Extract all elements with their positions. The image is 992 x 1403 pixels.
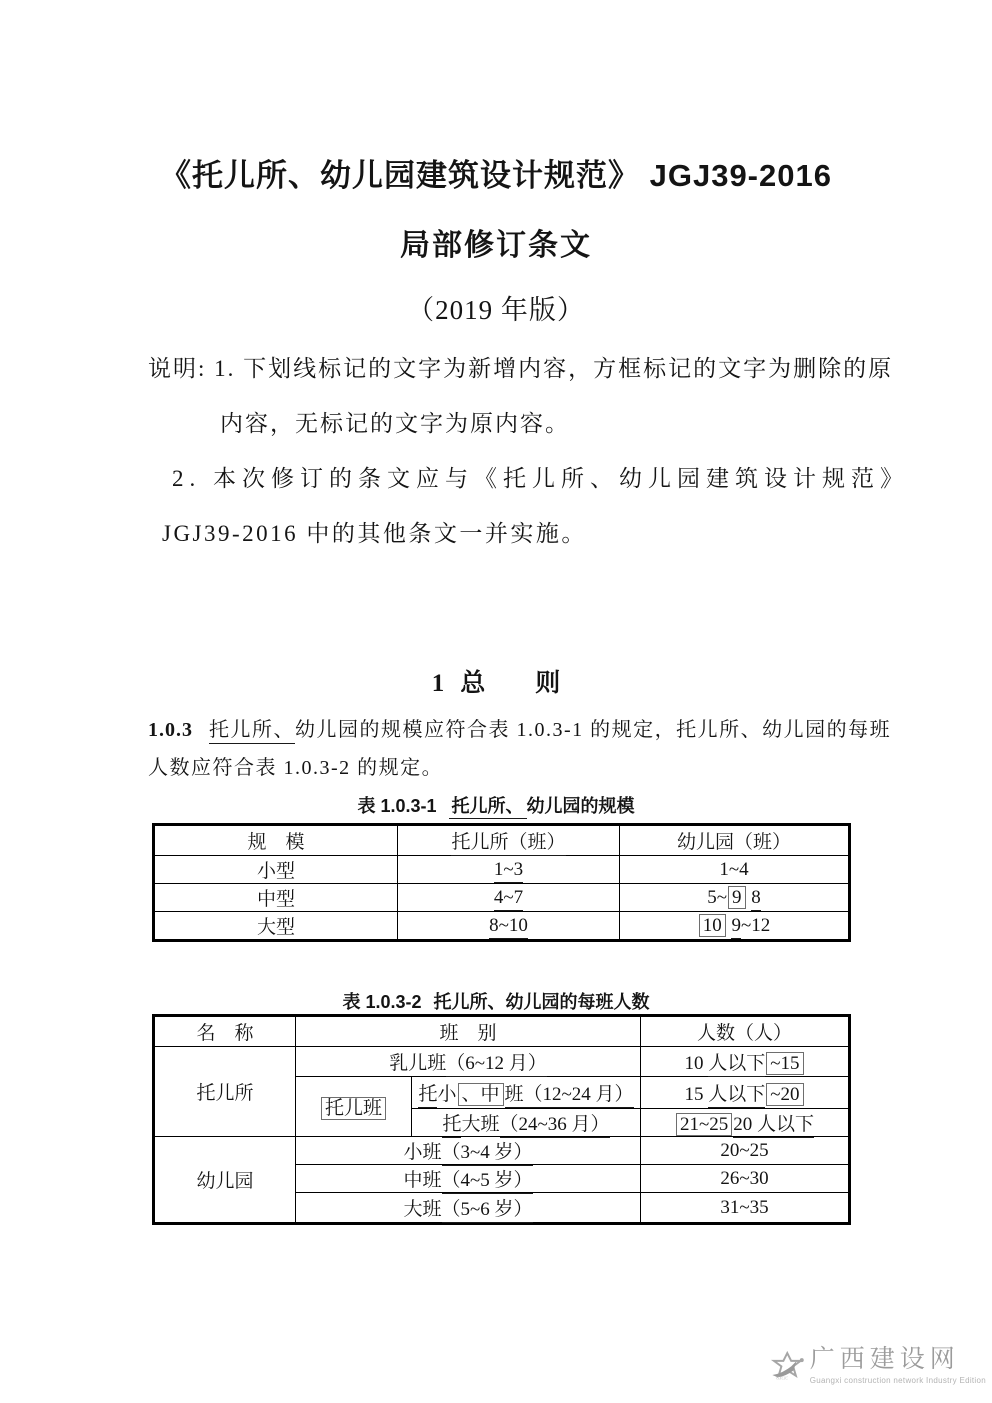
clause-number: 1.0.3 (148, 719, 193, 741)
text-new: （4~5 岁） (442, 1170, 533, 1194)
t2-tuoerban-cell (296, 1077, 412, 1137)
t2-xiaoban-class (296, 1137, 641, 1165)
t2-tuoda-class (412, 1109, 641, 1137)
t2-group-nursery: 托儿所 (154, 1047, 296, 1137)
text-deleted: 、中 (458, 1083, 504, 1106)
t1-medium-nursery (398, 884, 620, 912)
table1-caption-prefix: 表 1.0.3-1 (357, 796, 437, 816)
t1-large-label: 大型 (154, 912, 398, 941)
text-new: 人以下 (708, 1084, 765, 1108)
text-new: 班（12~24 月） (505, 1084, 634, 1108)
notes-line-1: 说明: 1. 下划线标记的文字为新增内容，方框标记的文字为删除的原 (148, 356, 894, 381)
table1-caption (0, 792, 992, 818)
table-class-size (152, 1014, 851, 1225)
watermark-cn-text: 广西建设网 (809, 1346, 960, 1373)
text-deleted: ~20 (766, 1083, 803, 1106)
text-new: （5~6 岁） (442, 1199, 533, 1223)
table2-caption-prefix: 表 1.0.3-2 (342, 992, 422, 1012)
table-row (154, 912, 850, 941)
text-original: 大班 (403, 1199, 442, 1220)
text-original: 小班 (403, 1142, 442, 1163)
document-title-line2: 局部修订条文 (400, 229, 592, 262)
t1-medium-kg (620, 884, 850, 912)
text-new: 托儿所、 (209, 719, 295, 744)
text-original: 10 (684, 1053, 709, 1074)
text-original: 小 (437, 1084, 457, 1105)
t2-tuoda-count (641, 1109, 850, 1137)
text-new: 4~7 (494, 887, 523, 911)
t2-ruerban-count (641, 1047, 850, 1077)
text-new: 9 (731, 915, 741, 939)
clause-line-1 (148, 711, 892, 749)
t1-small-label: 小型 (154, 856, 398, 884)
t2-group-kindergarten: 幼儿园 (154, 1137, 296, 1224)
text-original: 大班 (461, 1114, 500, 1135)
watermark-en-text: Guangxi construction network Industry Edition (809, 1376, 986, 1385)
text-deleted: 10 (699, 914, 726, 937)
t1-small-kg: 1~4 (620, 856, 850, 884)
table-row (154, 884, 850, 912)
text-original: 5~ (707, 886, 728, 908)
table-scale-of-nursery-kindergarten (152, 823, 851, 942)
text-original: 乳儿班 (389, 1053, 447, 1074)
table2-caption (0, 988, 992, 1014)
t2-ruerban-class (296, 1047, 641, 1077)
clause-1-0-3 (148, 711, 892, 787)
text-deleted: ~15 (766, 1052, 803, 1075)
t2-daban-class (296, 1193, 641, 1224)
watermark-text (810, 1347, 986, 1385)
table-row (154, 825, 850, 856)
t2-daban-count: 31~35 (641, 1193, 850, 1224)
text-new: 8 (751, 887, 761, 911)
table-row (154, 1137, 850, 1165)
t2-xiaoban-count: 20~25 (641, 1137, 850, 1165)
t2-header-name: 名 称 (154, 1016, 296, 1047)
watermark-logo-text: GXCIC (776, 1376, 788, 1381)
text-new: 托儿所、 (449, 796, 527, 819)
notes-line-3: 2. 本次修订的条文应与《托儿所、幼儿园建筑设计规范》 (172, 466, 909, 491)
watermark-star-icon (770, 1335, 804, 1397)
text-new: （6~12 月） (446, 1053, 547, 1077)
watermark (770, 1334, 986, 1398)
t2-header-class: 班 别 (296, 1016, 641, 1047)
text-original: ~12 (740, 914, 771, 936)
text-new: （24~36 月） (500, 1114, 610, 1138)
section-number: 1 (431, 670, 445, 697)
text-new: 20 人以下 (733, 1114, 814, 1138)
text-original: 中班 (403, 1170, 442, 1191)
t1-header-kindergarten: 幼儿园（班） (620, 825, 850, 856)
section-title: 总 则 (460, 670, 561, 697)
t1-large-nursery (398, 912, 620, 941)
text-new: 托 (442, 1114, 461, 1138)
text-deleted: 托儿班 (321, 1097, 386, 1120)
notes-line-2: 内容，无标记的文字为原内容。 (220, 411, 570, 436)
text-new: 8~10 (489, 915, 528, 939)
table-row (154, 856, 850, 884)
t1-header-scale: 规 模 (154, 825, 398, 856)
t1-medium-label: 中型 (154, 884, 398, 912)
t2-tuoxiao-count (641, 1077, 850, 1109)
text-original: 15 (684, 1084, 709, 1105)
t1-large-kg (620, 912, 850, 941)
text-original: 幼儿园的规模应符合表 1.0.3-1 的规定，托儿所、幼儿园的每班 (295, 719, 892, 741)
t1-small-nursery (398, 856, 620, 884)
document-title-line1: 《托儿所、幼儿园建筑设计规范》 JGJ39-2016 (160, 158, 832, 193)
t2-header-count: 人数（人） (641, 1016, 850, 1047)
t2-tuoxiao-class (412, 1077, 641, 1109)
text-new: 托儿所（班） (451, 832, 565, 856)
document-edition: （2019 年版） (407, 295, 585, 325)
notes-line-4: JGJ39-2016 中的其他条文一并实施。 (162, 521, 587, 546)
table2-caption-rest: 托儿所、幼儿园的每班人数 (433, 992, 650, 1012)
t1-header-nursery (398, 825, 620, 856)
text-new: 1~3 (494, 859, 523, 883)
table1-caption-rest: 幼儿园的规模 (526, 796, 635, 816)
notes-block (148, 341, 909, 561)
text-new: 人以下 (708, 1053, 765, 1077)
text-deleted: 9 (728, 886, 746, 909)
text-new: （3~4 岁） (442, 1142, 533, 1166)
t2-zhongban-count: 26~30 (641, 1165, 850, 1193)
section-heading (0, 663, 992, 699)
clause-line-2: 人数应符合表 1.0.3-2 的规定。 (148, 757, 444, 779)
table-row (154, 1047, 850, 1077)
table-row (154, 1016, 850, 1047)
text-deleted: 21~25 (676, 1113, 732, 1136)
t2-zhongban-class (296, 1165, 641, 1193)
text-new: 托 (418, 1084, 437, 1108)
